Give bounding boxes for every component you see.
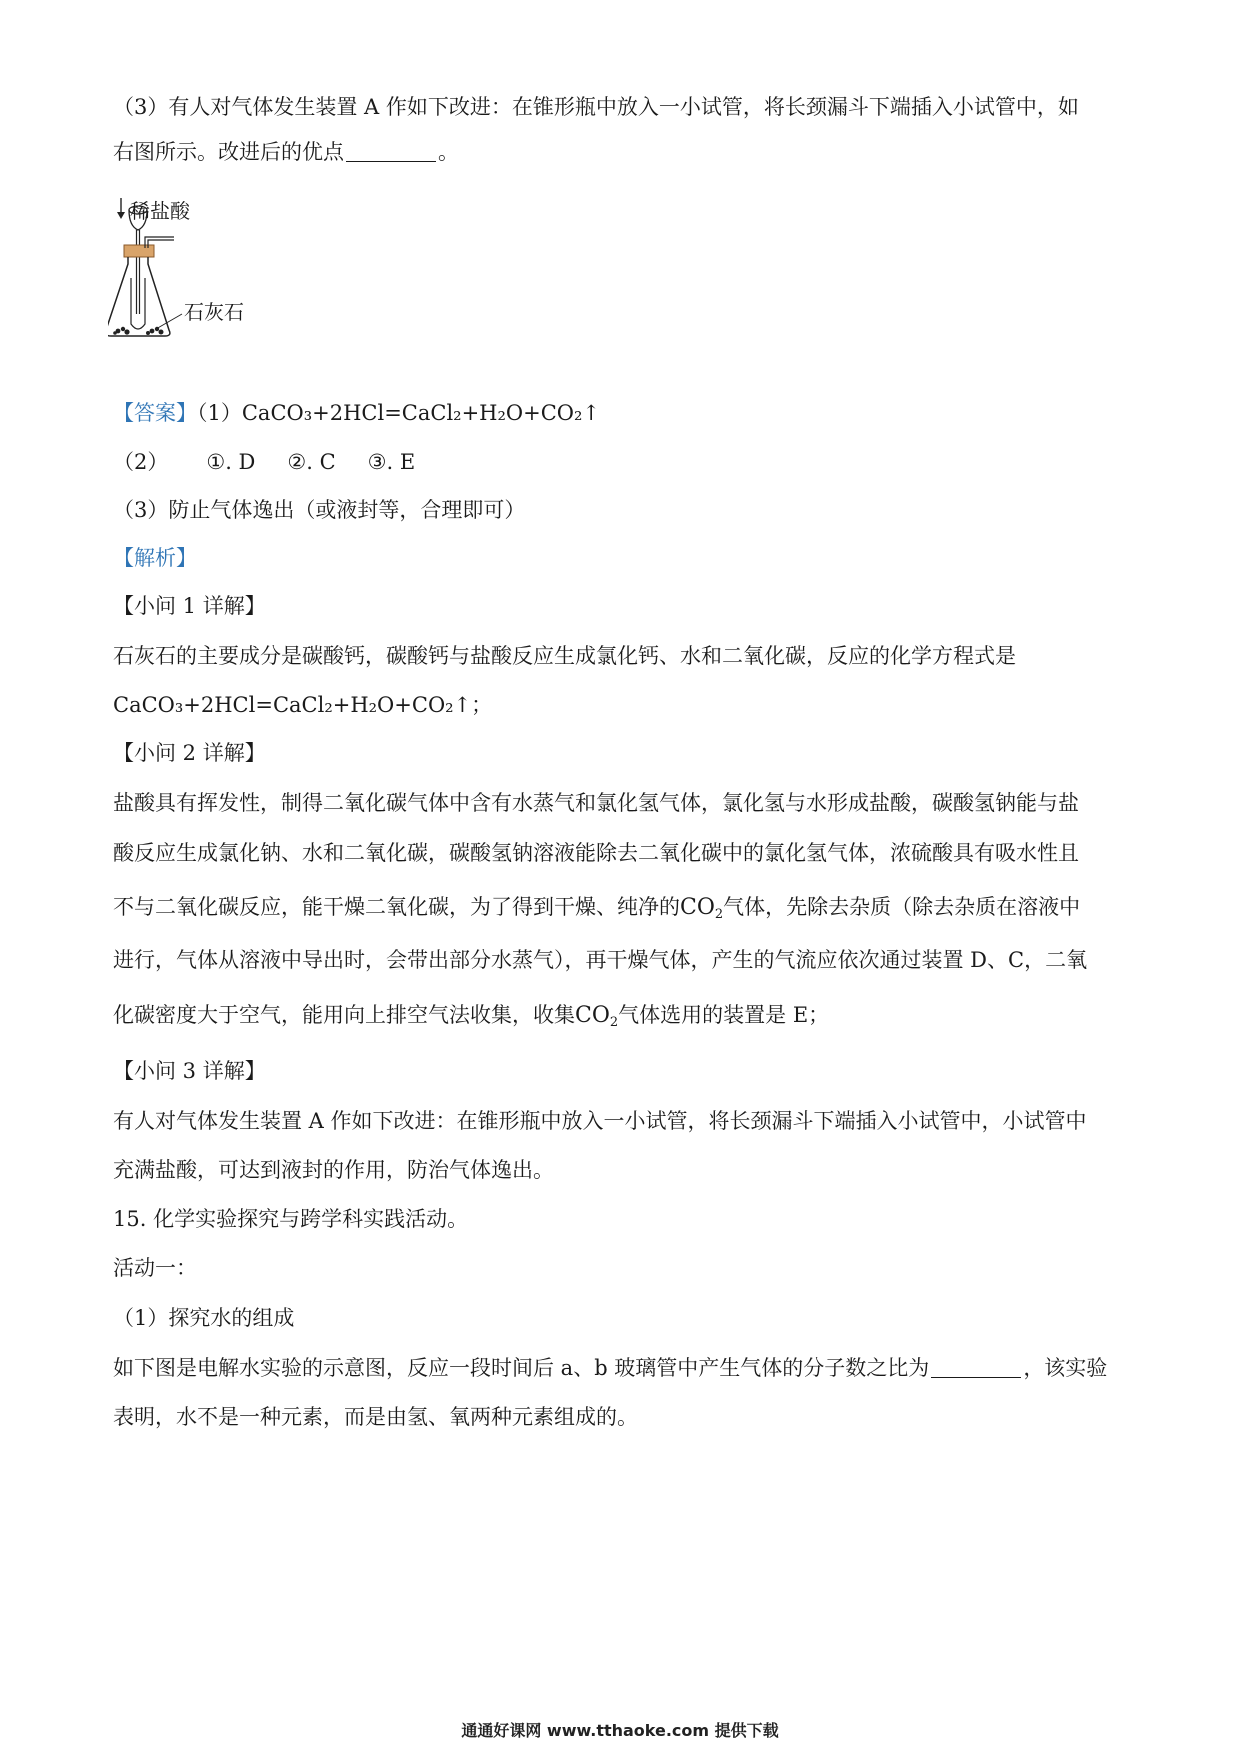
co2-formula: $CO_2$ (575, 1003, 619, 1030)
sub2-line-5-text-b: 气体选用的装置是 E； (618, 1003, 830, 1027)
answer-3: （3）防止气体逸出（或液封等，合理即可） (113, 498, 526, 522)
answer-line-1 (113, 398, 600, 428)
answer-2-prefix: （2） (113, 450, 169, 474)
sub1-line-2: CaCO₃+2HCl=CaCl₂+H₂O+CO₂↑； (113, 693, 493, 717)
q15-line-1-text-a: 如下图是电解水实验的示意图，反应一段时间后 a、b 玻璃管中产生气体的分子数之比为 (113, 1356, 930, 1380)
rubber-stopper (124, 245, 154, 257)
q3-prompt-line-2 (113, 137, 459, 167)
sub2-line-1: 盐酸具有挥发性，制得二氧化碳气体中含有水蒸气和氯化氢气体，氯化氢与水形成盐酸，碳酸氢钠能与盐 (113, 791, 1079, 815)
sub2-line-5 (113, 1000, 829, 1038)
apparatus-figure (108, 198, 308, 378)
sub2-line-4: 进行，气体从溶液中导出时，会带出部分水蒸气），再干燥气体，产生的气流应依次通过装置 D、C，二氧 (113, 948, 1088, 972)
label-hydrochloric-acid: 稀盐酸 (130, 199, 190, 223)
q15-line-2: 表明，水不是一种元素，而是由氢、氧两种元素组成的。 (113, 1405, 638, 1429)
acid-arrow-head (117, 212, 125, 219)
answer-2-item-1: ①. D (206, 450, 256, 474)
answer-2-item-2: ②. C (287, 450, 336, 474)
sub2-line-5-text-a: 化碳密度大于空气，能用向上排空气法收集，收集 (113, 1003, 575, 1027)
sub2-line-3 (113, 892, 1080, 930)
analysis-tag: 【解析】 (113, 546, 197, 570)
answer-line-2 (113, 447, 415, 477)
sub3-title: 【小问 3 详解】 (113, 1059, 266, 1083)
label-limestone: 石灰石 (184, 300, 244, 324)
sub1-line-1: 石灰石的主要成分是碳酸钙，碳酸钙与盐酸反应生成氯化钙、水和二氧化碳，反应的化学方程式是 (113, 644, 1016, 668)
sub2-title: 【小问 2 详解】 (113, 741, 266, 765)
flask-diagram (108, 198, 308, 378)
sub2-line-2: 酸反应生成氯化钠、水和二氧化碳，碳酸氢钠溶液能除去二氧化碳中的氯化氢气体，浓硫酸具有吸水性且 (113, 841, 1079, 865)
answer-1: （1）CaCO₃+2HCl=CaCl₂+H₂O+CO₂↑ (197, 401, 601, 425)
answer-blank (931, 1357, 1021, 1378)
sub2-line-3-text-a: 不与二氧化碳反应，能干燥二氧化碳，为了得到干燥、纯净的 (113, 895, 680, 919)
q15-line-1 (113, 1353, 1107, 1383)
sub3-line-2: 充满盐酸，可达到液封的作用，防治气体逸出。 (113, 1158, 554, 1182)
q3-prompt-text: 右图所示。改进后的优点 (113, 140, 344, 164)
answer-2-item-3: ③. E (367, 450, 416, 474)
answer-blank (346, 141, 436, 162)
sub3-line-1: 有人对气体发生装置 A 作如下改进：在锥形瓶中放入一小试管，将长颈漏斗下端插入小试管中，小试管中 (113, 1109, 1087, 1133)
q15-part-1: （1）探究水的组成 (113, 1306, 295, 1330)
page-footer: 通通好课网 www.tthaoke.com 提供下载 (461, 1721, 779, 1740)
q3-prompt-line-1: （3）有人对气体发生装置 A 作如下改进：在锥形瓶中放入一小试管，将长颈漏斗下端插入小试管中，如 (113, 95, 1079, 119)
q15-activity: 活动一： (113, 1256, 197, 1280)
limestone-pieces (113, 327, 163, 335)
q15-title: 15. 化学实验探究与跨学科实践活动。 (113, 1207, 469, 1231)
q3-prompt-end: 。 (438, 140, 459, 164)
sub1-title: 【小问 1 详解】 (113, 594, 266, 618)
answer-tag: 【答案】 (113, 401, 197, 425)
co2-formula: $CO_2$ (680, 895, 724, 922)
small-test-tube (131, 278, 145, 329)
q15-line-1-text-b: ，该实验 (1023, 1356, 1108, 1380)
sub2-line-3-text-b: 气体，先除去杂质（除去杂质在溶液中 (723, 895, 1081, 919)
